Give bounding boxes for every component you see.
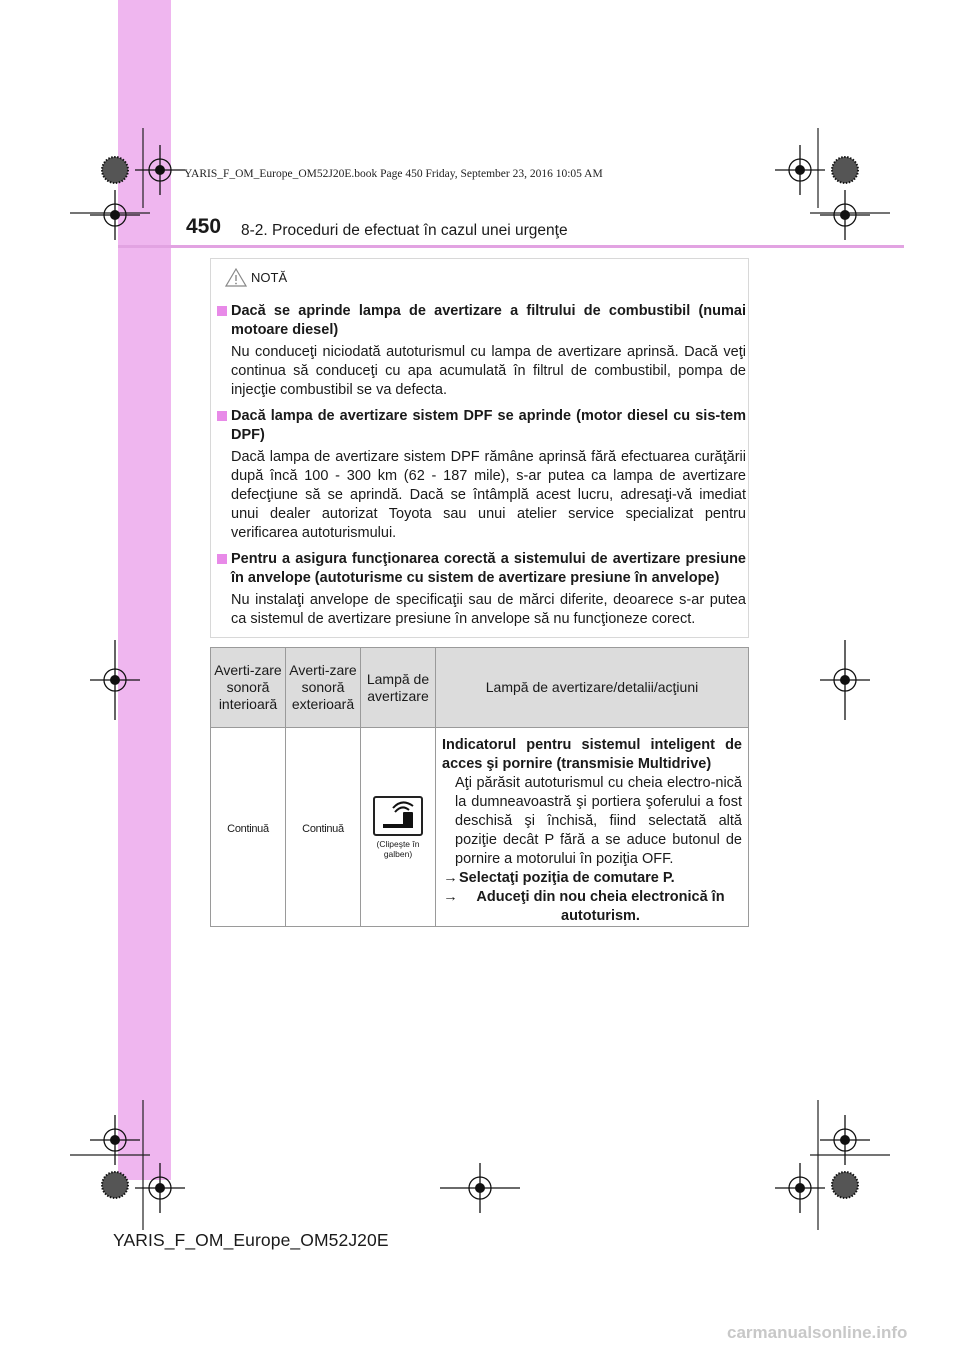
note-item-text: Nu conduceţi niciodată autoturismul cu lampa de avertizare aprinsă. Dacă veţi continua să conduceţi cu apa acumulată în filtrul de combustibil, pompa de injecţie combustibil se va defecta. [231,344,746,398]
note-heading [225,267,287,287]
arrow-icon: → [443,889,458,905]
bullet-square-icon [217,306,227,316]
col-details: Lampă de avertizare/detalii/acţiuni [436,648,749,728]
book-info-line: YARIS_F_OM_Europe_OM52J20E.book Page 450 Friday, September 23, 2016 10:05 AM [184,168,603,180]
table-row [211,728,749,927]
table-header-row [211,648,749,728]
footer-code: YARIS_F_OM_Europe_OM52J20E [113,1230,389,1250]
col-exterior-buzzer: Averti-zare sonoră exterioară [286,648,361,728]
warning-light-cell [361,728,436,927]
note-item-title: Dacă lampa de avertizare sistem DPF se aprinde (motor diesel cu sis-tem DPF) [217,407,746,445]
detail-title: Indicatorul pentru sistemul inteligent de acces şi pornire (transmisie Multidrive) [442,737,742,772]
bullet-square-icon [217,411,227,421]
col-interior-buzzer: Averti-zare sonoră interioară [211,648,286,728]
details-cell [436,728,749,927]
warning-table [210,647,749,927]
action-item: → Selectaţi poziţia de comutare P. [443,870,675,886]
bullet-square-icon [217,554,227,564]
note-item-title: Dacă se aprinde lampa de avertizare a filtrului de combustibil (numai motoare diesel) [217,302,746,340]
note-box [210,258,749,638]
action-item: → Aduceţi din nou cheia electronică în autoturism. [443,889,725,924]
note-heading-label: NOTĂ [251,269,288,285]
warning-triangle-icon [225,267,247,287]
arrow-icon: → [443,870,458,886]
smart-key-warning-icon [373,796,423,836]
exterior-buzzer-cell: Continuă [286,728,361,927]
note-item-title: Pentru a asigura funcţionarea corectă a sistemului de avertizare presiune în anvelope (autoturisme cu sistem de avertizare presiune în anvelope) [217,550,746,588]
note-item-text: Nu instalaţi anvelope de specificaţii sau de mărci diferite, deoarece s-ar putea ca sistemul de avertizare presiune în anvelope să nu funcţioneze corect. [231,592,746,627]
note-item-text: Dacă lampa de avertizare sistem DPF rămâne aprinsă fără efectuarea curăţării după încă 100 - 300 km (62 - 187 mile), s-ar putea ca lampa de avertizare defecţiune să se aprindă. Dacă se întâmplă acest lucru, adresaţi-vă imediat unui dealer autorizat Toyota sau unui atelier service specializat pentru verificarea autoturismului. [231,449,746,541]
col-warning-light: Lampă de avertizare [361,648,436,728]
section-title: 8-2. Proceduri de efectuat în cazul unei urgenţe [241,222,568,239]
detail-text: Aţi părăsit autoturismul cu cheia electro-nică la dumneavoastră şi portiera şoferului a fost deschisă şi închisă, fiind selectată altă poziţie decât P fără a se aduce butonul de pornire a motorului în poziţia OFF. [455,775,742,867]
interior-buzzer-cell: Continuă [211,728,286,927]
lamp-caption: (Clipeşte în galben) [376,838,420,859]
page-number: 450 [186,215,222,238]
note-body [217,302,746,636]
site-watermark: carmanualsonline.info [727,1323,908,1342]
